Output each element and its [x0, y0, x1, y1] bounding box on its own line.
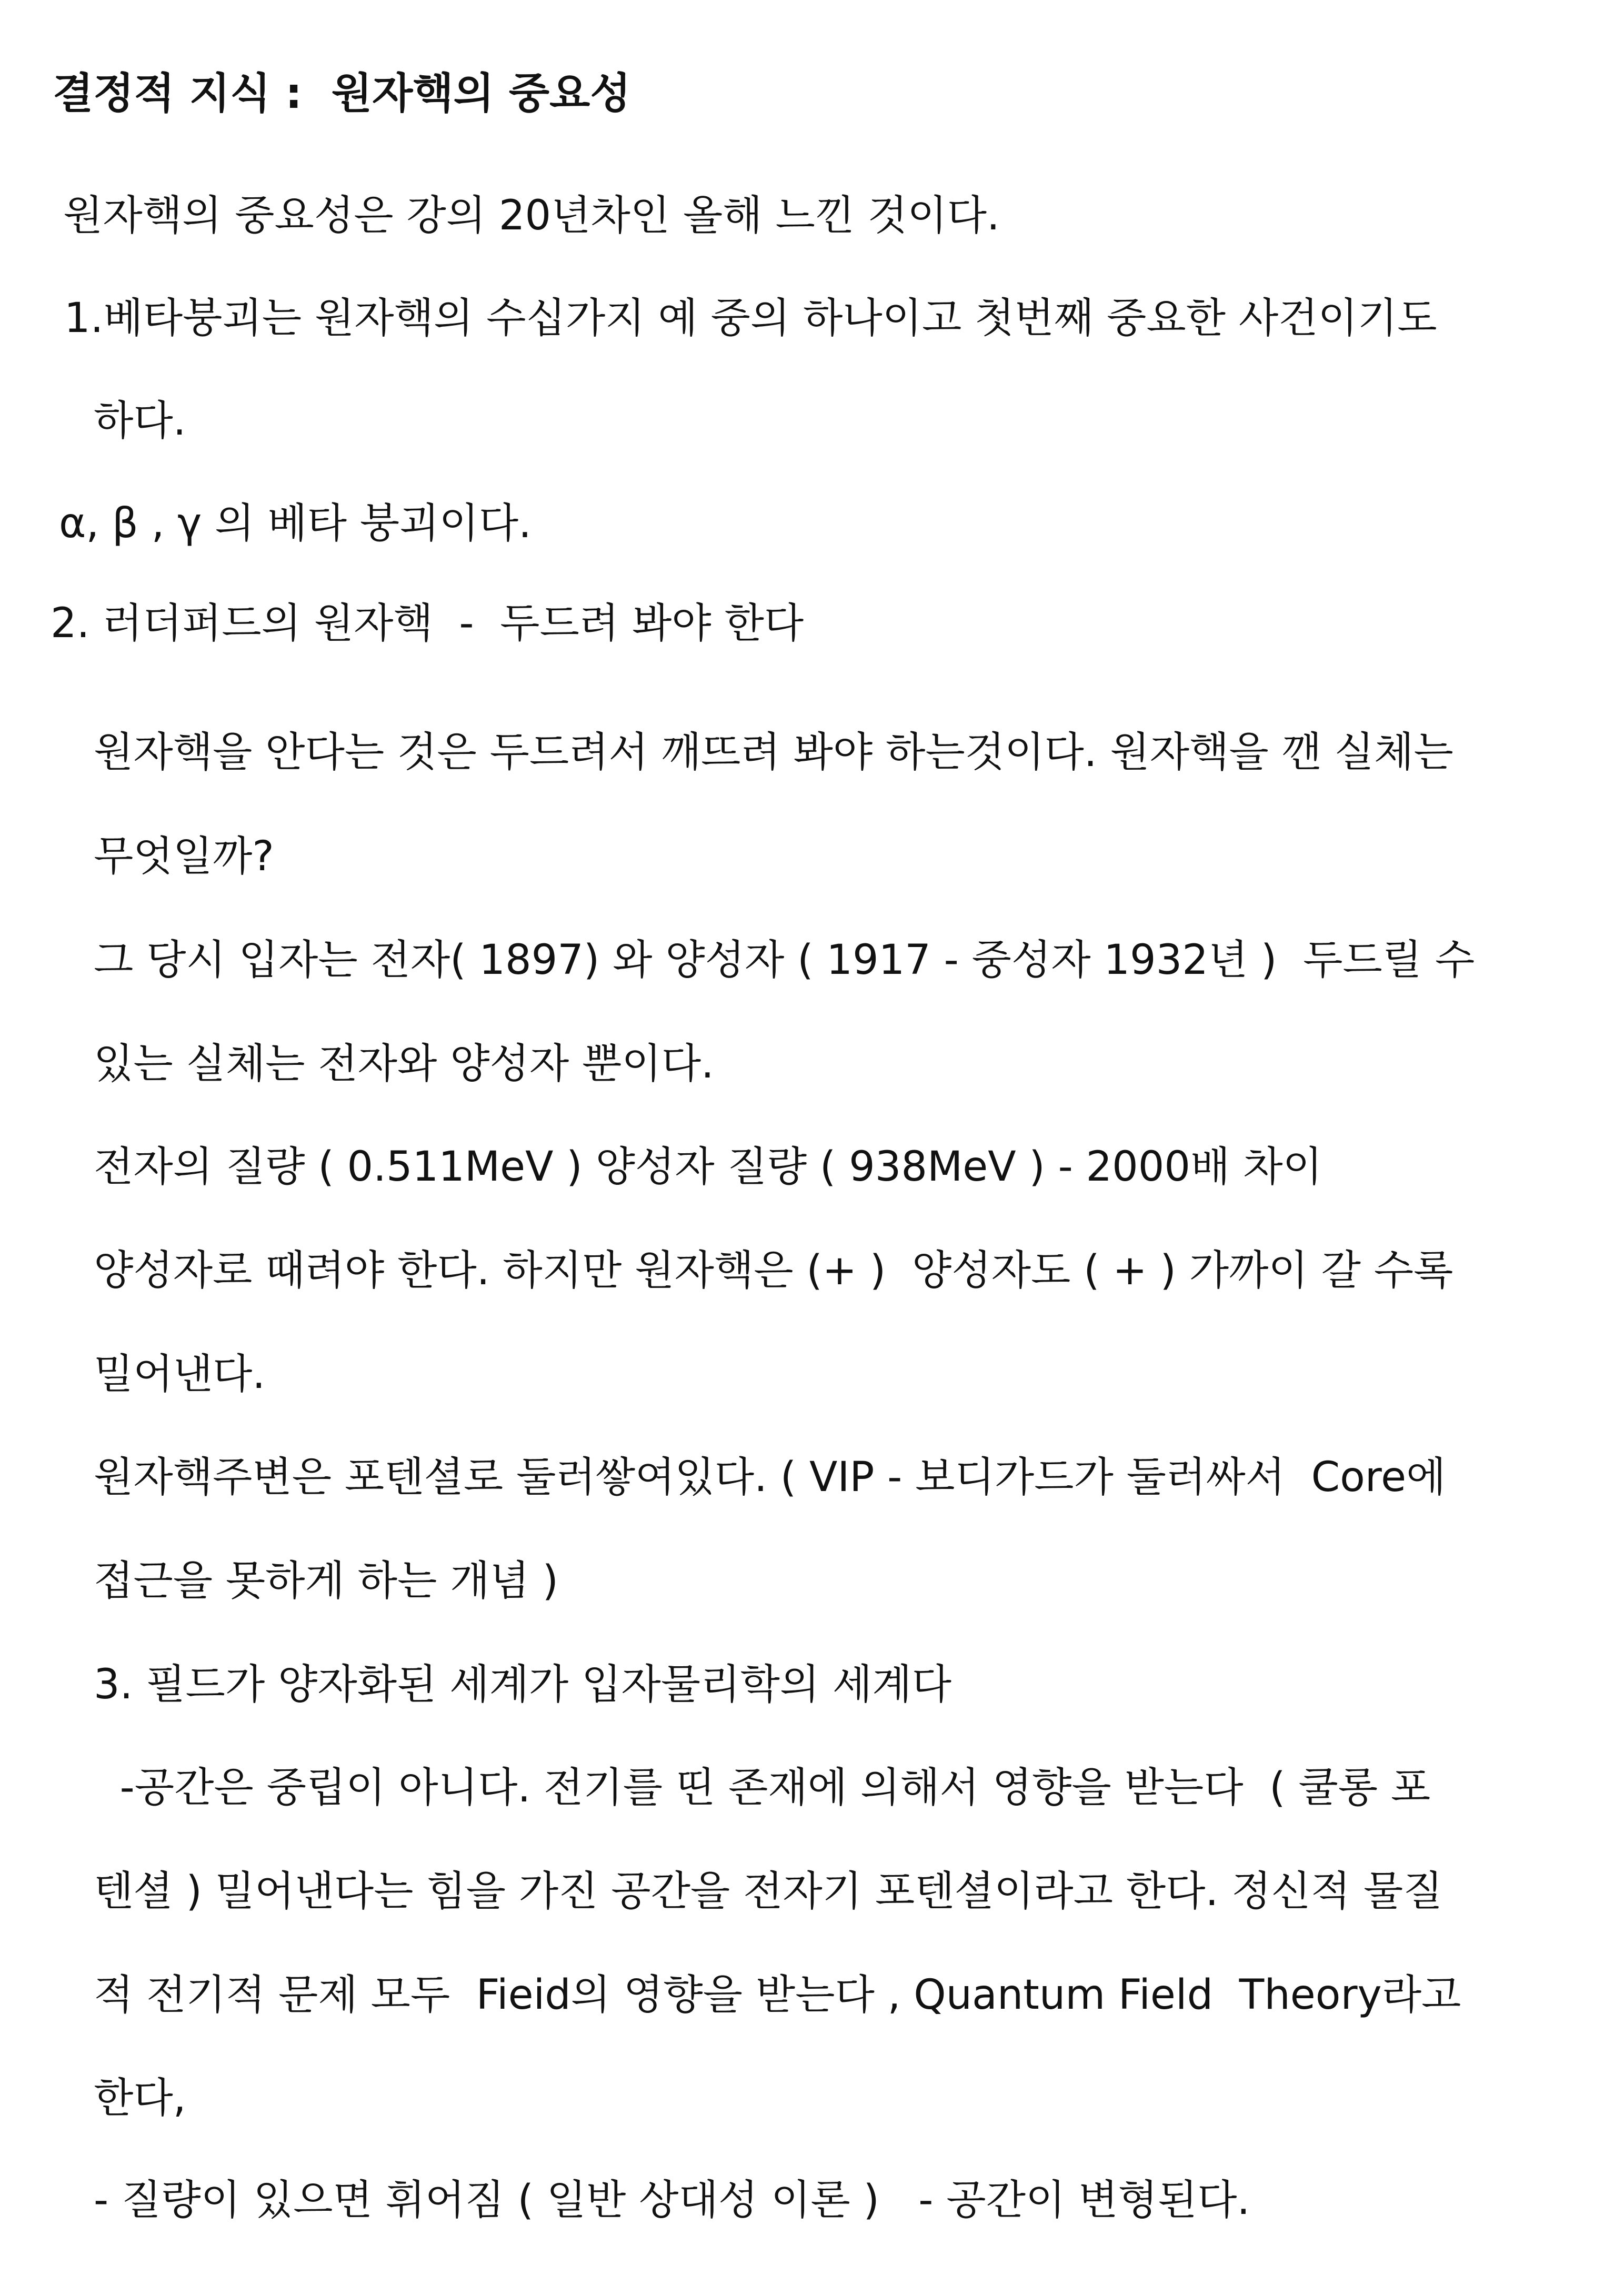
text-line: 2. 러더퍼드의 원자핵 - 두드려 봐야 한다 — [51, 600, 804, 647]
text-line: 텐셜 ) 밀어낸다는 힘을 가진 공간을 전자기 포텐셜이라고 한다. 정신적 물질 — [94, 1868, 1443, 1915]
text-line: 원자핵의 중요성은 강의 20년차인 올해 느낀 것이다. — [63, 192, 1000, 239]
text-line: - 질량이 있으면 휘어짐 ( 일반 상대성 이론 ) - 공간이 변형된다. — [94, 2177, 1250, 2224]
text-line: 있는 실체는 전자와 양성자 뿐이다. — [94, 1040, 714, 1087]
text-line: α, β , γ 의 베타 붕괴이다. — [59, 500, 532, 547]
text-line: 1.베타붕괴는 원자핵의 수십가지 예 중의 하나이고 첫번째 중요한 사건이기도 — [64, 295, 1437, 342]
text-line: 하다. — [94, 397, 186, 445]
text-line: 적 전기적 문제 모두 Fieid의 영향을 받는다 , Quantum Field Theory라고 — [94, 1971, 1461, 2019]
text-line: 원자핵주변은 포텐셜로 둘러쌓여있다. ( VIP - 보디가드가 둘러싸서 Core에 — [94, 1454, 1446, 1501]
text-line: 3. 필드가 양자화된 세계가 입자물리학의 세계다 — [94, 1661, 952, 1708]
document-title: 결정적 지식 : 원자핵의 중요성 — [53, 69, 631, 118]
text-line: 그 당시 입자는 전자( 1897) 와 양성자 ( 1917 - 중성자 1932년 ) 두드릴 수 — [94, 936, 1475, 984]
text-line: 접근을 못하게 하는 개념 ) — [94, 1557, 559, 1605]
text-line: 밀어낸다. — [94, 1351, 266, 1398]
text-line: 양성자로 때려야 한다. 하지만 원자핵은 (+ ) 양성자도 ( + ) 가까이 갈 수록 — [94, 1247, 1453, 1294]
text-line: 원자핵을 안다는 것은 두드려서 깨뜨려 봐야 하는것이다. 원자핵을 깬 실체는 — [94, 729, 1453, 776]
text-line: -공간은 중립이 아니다. 전기를 띤 존재에 의해서 영향을 받는다 ( 쿨롱 포 — [94, 1764, 1431, 1811]
text-line: 무엇일까? — [94, 833, 274, 880]
text-line: 한다, — [94, 2075, 186, 2122]
text-line: 전자의 질량 ( 0.511MeV ) 양성자 질량 ( 938MeV ) - 2000배 차이 — [94, 1143, 1322, 1191]
